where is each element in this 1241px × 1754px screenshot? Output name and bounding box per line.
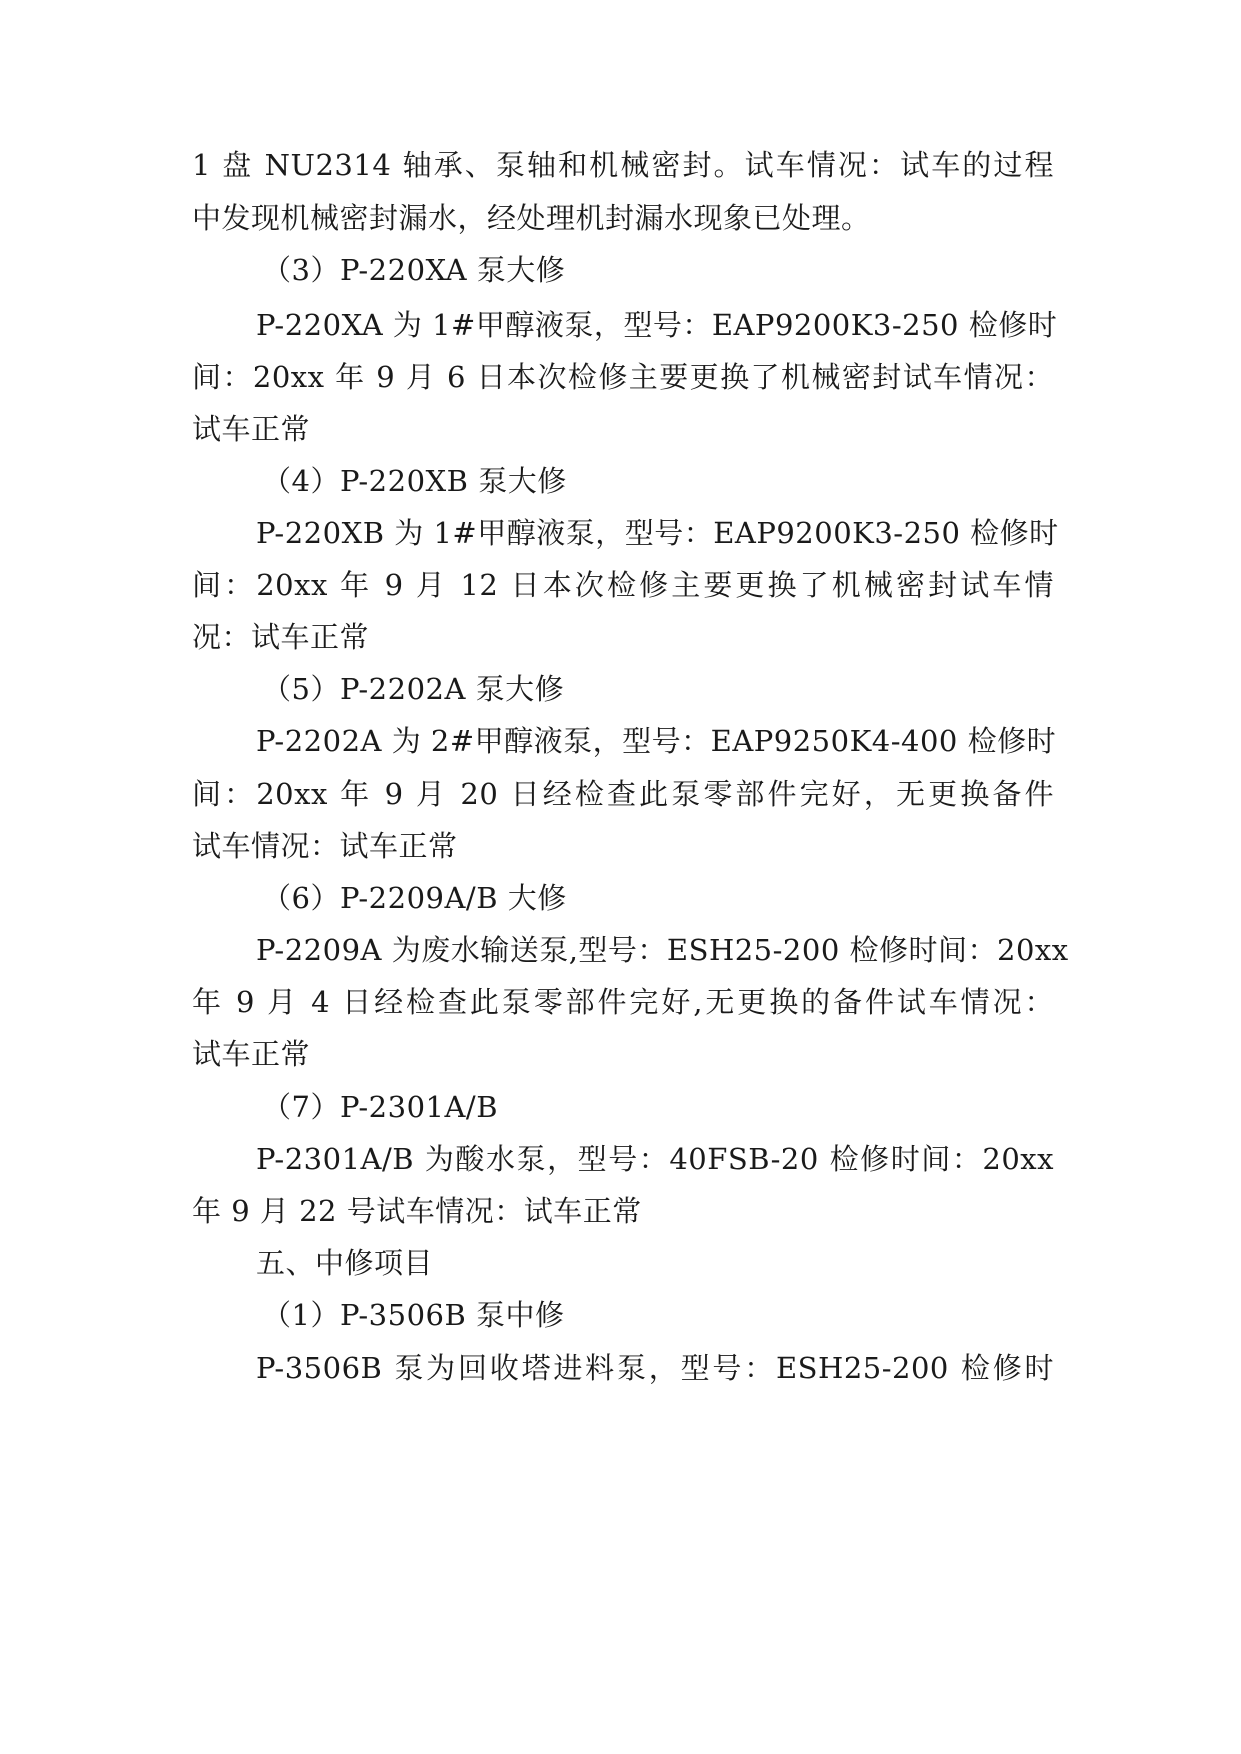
text-line: 年 9 月 4 日经检查此泵零部件完好,无更换的备件试车情况： — [192, 985, 1054, 1019]
text-line: 间：20xx 年 9 月 20 日经检查此泵零部件完好，无更换备件 — [192, 777, 1054, 811]
text-line: P-2209A 为废水输送泵,型号：ESH25-200 检修时间：20xx — [256, 933, 1069, 967]
section-heading: （6）P-2209A/B 大修 — [262, 881, 567, 915]
section-heading: （1）P-3506B 泵中修 — [262, 1298, 565, 1332]
text-line: P-2301A/B 为酸水泵，型号：40FSB-20 检修时间：20xx — [256, 1142, 1054, 1176]
text-line: 1 盘 NU2314 轴承、泵轴和机械密封。试车情况：试车的过程 — [192, 148, 1054, 182]
section-heading: （5）P-2202A 泵大修 — [262, 672, 565, 706]
text-line: 间：20xx 年 9 月 6 日本次检修主要更换了机械密封试车情况： — [192, 360, 1054, 394]
text-line: P-220XB 为 1#甲醇液泵，型号：EAP9200K3-250 检修时 — [256, 516, 1059, 550]
chapter-heading: 五、中修项目 — [256, 1246, 434, 1280]
text-line: P-2202A 为 2#甲醇液泵，型号：EAP9250K4-400 检修时 — [256, 724, 1057, 758]
text-line: 年 9 月 22 号试车情况：试车正常 — [192, 1194, 642, 1228]
text-line: 间：20xx 年 9 月 12 日本次检修主要更换了机械密封试车情 — [192, 568, 1054, 602]
text-line: 试车情况：试车正常 — [192, 829, 458, 863]
text-line: P-220XA 为 1#甲醇液泵，型号：EAP9200K3-250 检修时 — [256, 308, 1058, 342]
text-line: 试车正常 — [192, 412, 311, 446]
text-line: 况：试车正常 — [192, 620, 370, 654]
section-heading: （3）P-220XA 泵大修 — [262, 253, 566, 287]
text-line: 试车正常 — [192, 1037, 311, 1071]
text-line: 中发现机械密封漏水，经处理机封漏水现象已处理。 — [192, 201, 871, 235]
section-heading: （4）P-220XB 泵大修 — [262, 464, 567, 498]
text-line: P-3506B 泵为回收塔进料泵，型号：ESH25-200 检修时 — [256, 1351, 1054, 1385]
section-heading: （7）P-2301A/B — [262, 1090, 499, 1124]
